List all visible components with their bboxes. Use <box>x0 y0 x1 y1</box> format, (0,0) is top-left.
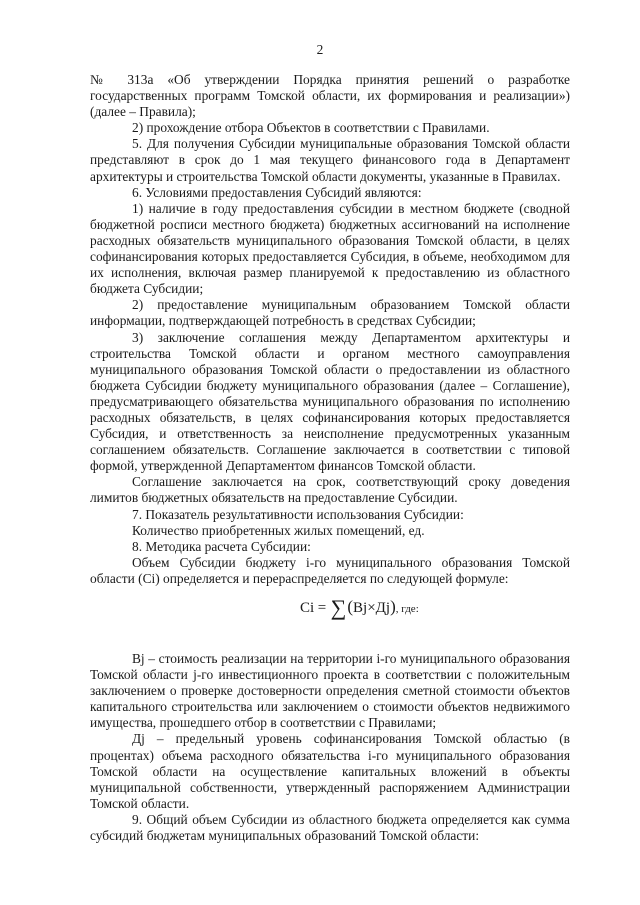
paragraph-14: Дj – предельный уровень софинансирования Томской областью (в процентах) объема расходного обязательства i-го муниципального образования Томской области на осуществление капитальных вложений в объекты муниципальной собственности, утвержденный распоряжением Администрации Томской области. <box>90 731 570 811</box>
formula <box>300 595 419 620</box>
formula-term-1: Bj <box>353 600 368 616</box>
document-body <box>90 72 570 844</box>
formula-lhs: Ci <box>300 600 315 616</box>
paragraph-2: 2) прохождение отбора Объектов в соответствии с Правилами. <box>132 120 490 136</box>
formula-open-paren: ( <box>347 597 354 616</box>
paragraph-8: Соглашение заключается на срок, соответствующий сроку доведения лимитов бюджетных обязательств на предоставление Субсидии. <box>90 474 570 506</box>
paragraph-9: 7. Показатель результативности использования Субсидии: <box>132 506 464 522</box>
paragraph-10: Количество приобретенных жилых помещений, ед. <box>132 522 425 538</box>
sum-symbol: ∑ <box>330 595 347 620</box>
page-number: 2 <box>316 42 324 57</box>
formula-equals: = <box>317 600 327 616</box>
formula-term-2: Дj <box>375 600 391 616</box>
paragraph-1: № 313а «Об утверждении Порядка принятия решений о разработке государственных программ Томской области, их формирования и реализации») (далее – Правила); <box>90 72 570 120</box>
formula-block <box>90 591 570 647</box>
paragraph-4: 6. Условиями предоставления Субсидий являются: <box>132 184 422 200</box>
paragraph-12: Объем Субсидии бюджету i-го муниципального образования Томской области (Ci) определяется и перераспределяется по следующей формуле: <box>90 554 570 586</box>
paragraph-13: Bj – стоимость реализации на территории i-го муниципального образования Томской области j-го инвестиционного проекта в соответствии с положительным заключением о проверке достоверности определения сметной стоимости объектов капитального строительства или заключением о стоимости объектов недвижимого имущества, прошедшего отбор в соответствии с Правилами; <box>90 651 570 731</box>
paragraph-6: 2) предоставление муниципальным образованием Томской области информации, подтверждающей потребность в средствах Субсидии; <box>90 297 570 329</box>
formula-tail: , где: <box>395 603 419 615</box>
paragraph-15: 9. Общий объем Субсидии из областного бюджета определяется как сумма субсидий бюджетам муниципальных образований Томской области: <box>90 811 570 844</box>
paragraph-3: 5. Для получения Субсидии муниципальные образования Томской области представляют в срок до 1 мая текущего финансового года в Департамент архитектуры и строительства Томской области документы, указанные в Правилах. <box>90 136 570 184</box>
paragraph-5: 1) наличие в году предоставления субсидии в местном бюджете (сводной бюджетной росписи местного бюджета) бюджетных ассигнований на исполнение расходных обязательств муниципального образования Томской области, в целях софинансирования которых предоставляется Субсидия, в объеме, необходимом для их исполнения, включая размер планируемой к предоставлению из областного бюджета Субсидии; <box>90 200 570 297</box>
paragraph-7: 3) заключение соглашения между Департаментом архитектуры и строительства Томской области и органом местного самоуправления муниципального образования Томской области о предоставлении из областного бюджета Субсидии бюджету муниципального образования (далее – Соглашение), предусматривающего обязательства муниципального образования по исполнению расходных обязательств, в целях софинансирования которых предоставляется Субсидия, и ответственность за неисполнение предусмотренных указанным соглашением обязательств. Соглашение заключается в соответствии с типовой формой, утвержденной Департаментом финансов Томской области. <box>90 329 570 474</box>
formula-times: × <box>367 600 376 616</box>
formula-close-paren: ) <box>390 597 396 616</box>
paragraph-11: 8. Методика расчета Субсидии: <box>132 538 311 554</box>
